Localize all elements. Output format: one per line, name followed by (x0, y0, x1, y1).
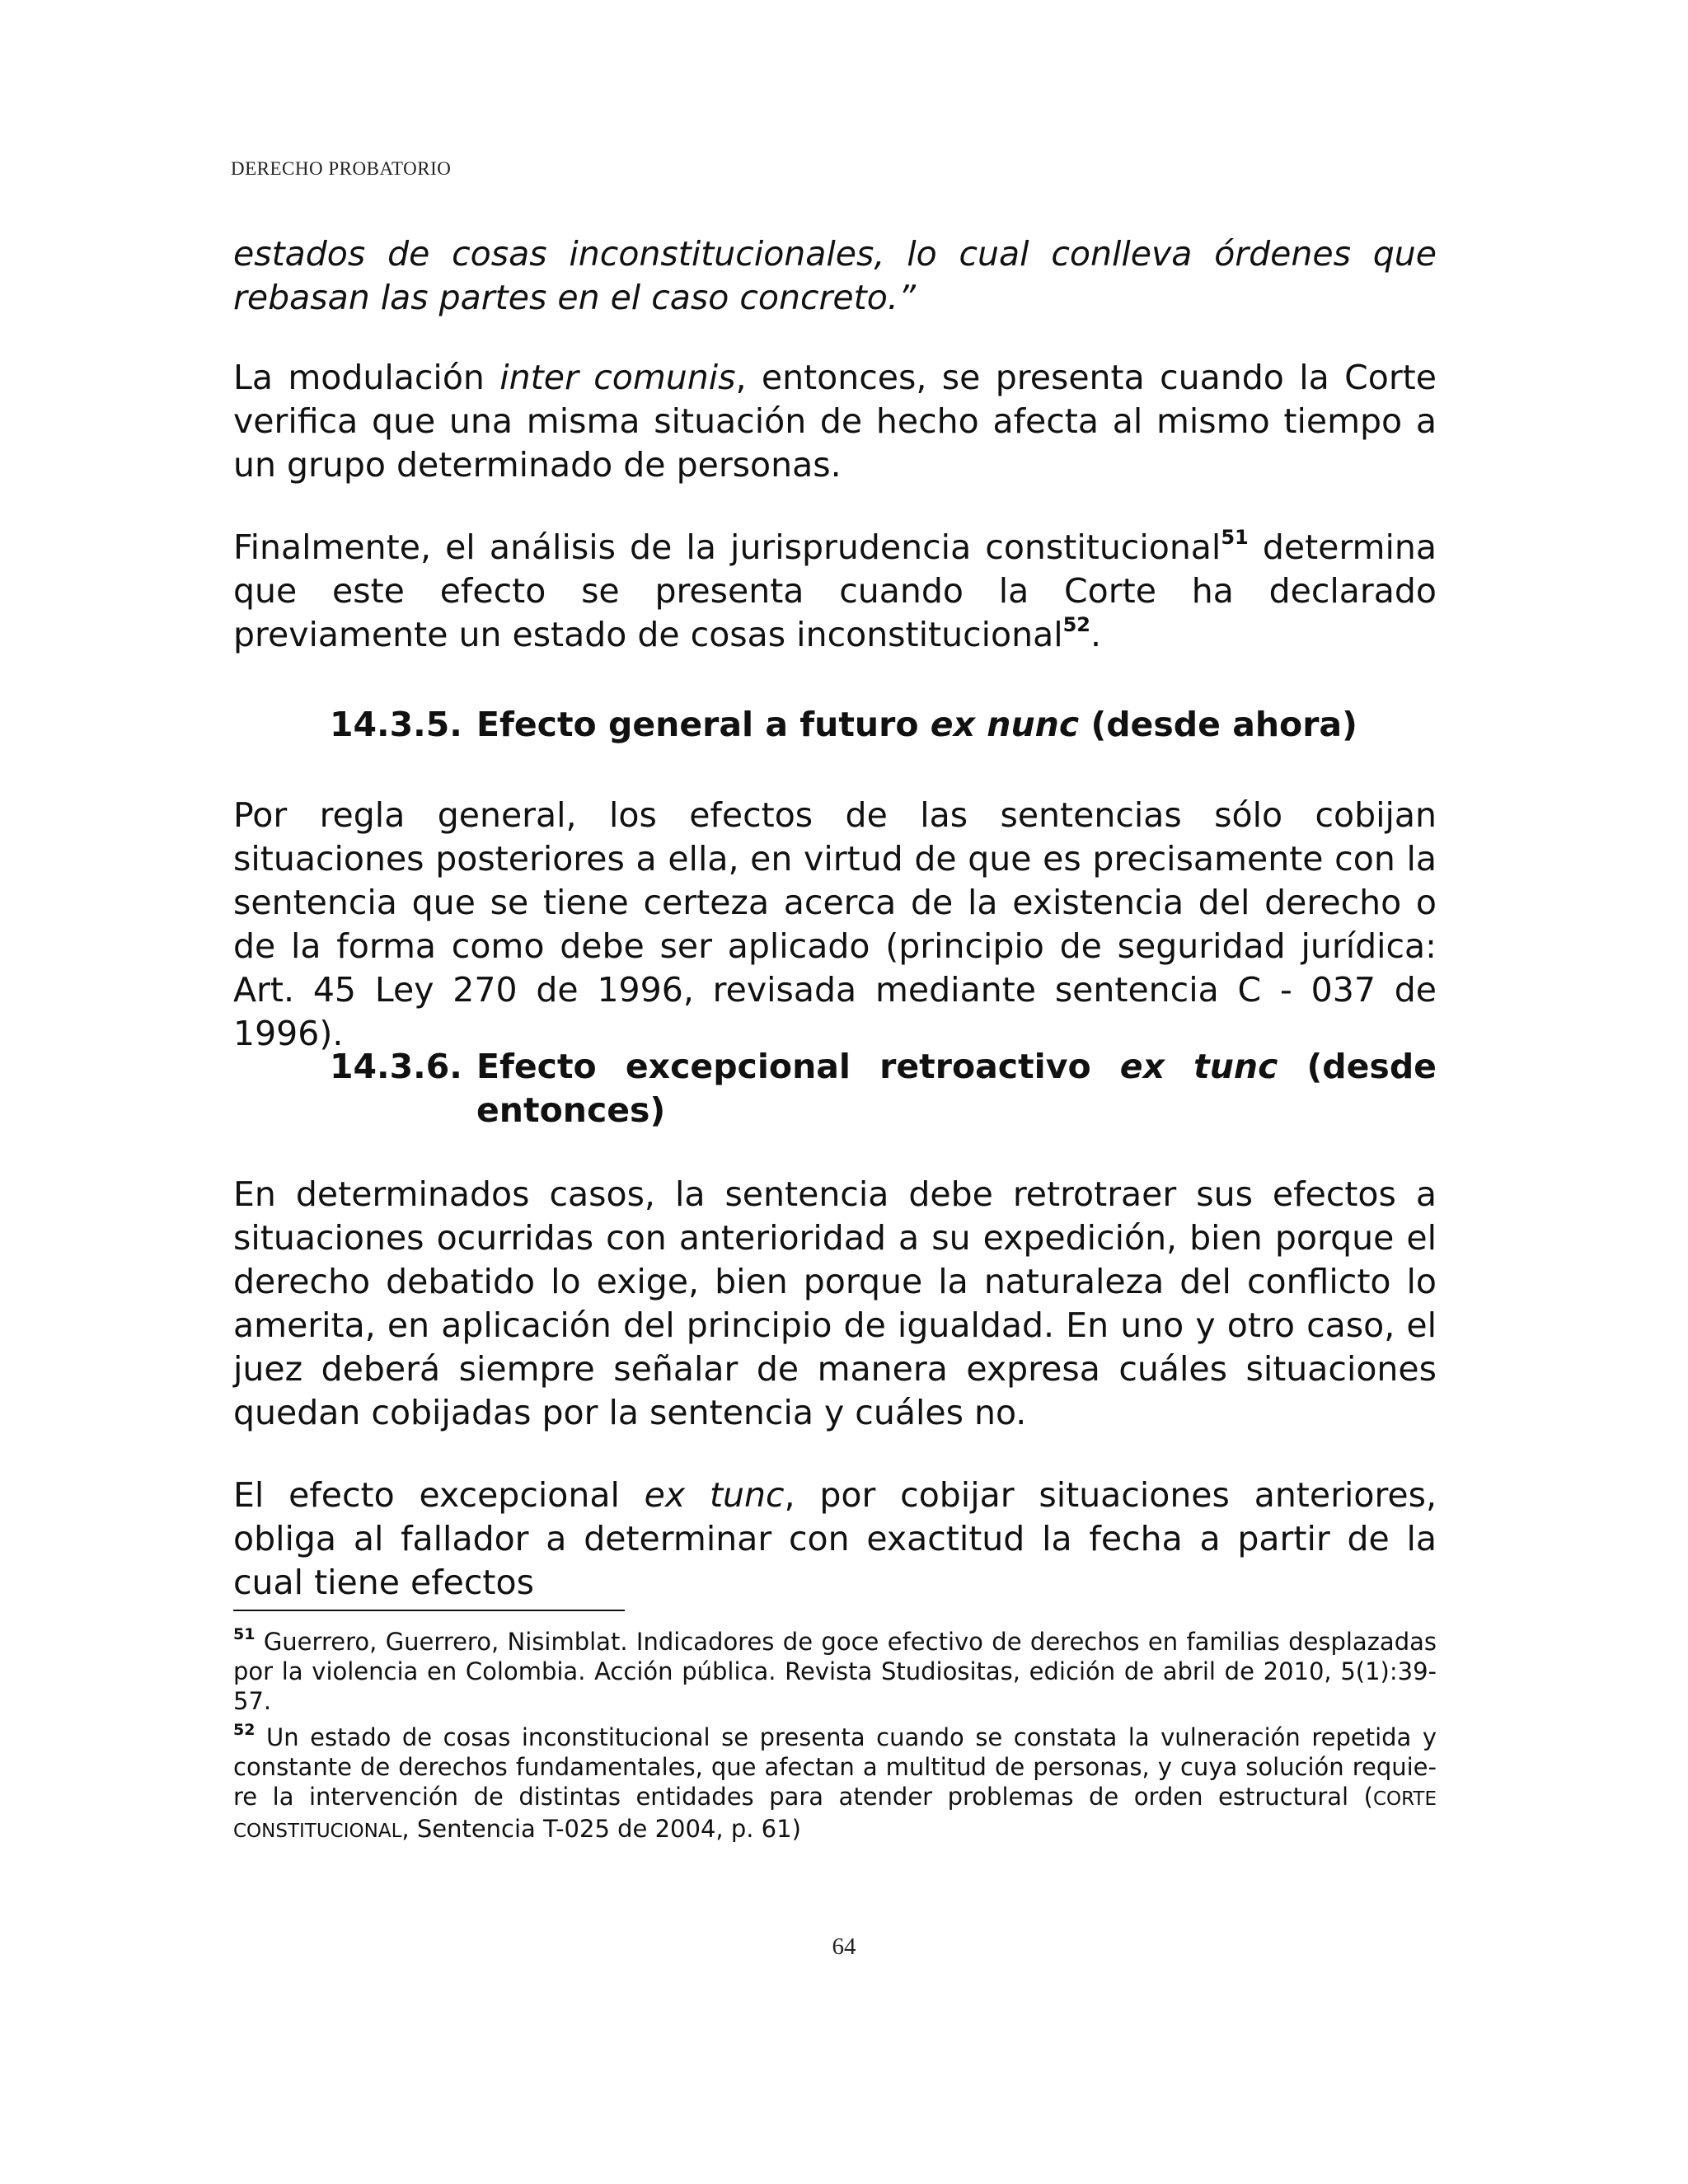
heading-text: (desde ahora) (1079, 705, 1357, 744)
latin-term: inter comunis (499, 358, 736, 397)
footnote-number: 51 (233, 1625, 256, 1643)
footnote-text: , Sentencia T-025 de 2004, p. 61) (401, 1815, 801, 1843)
footnote-text: Un estado de cosas inconstitucional se presenta cuando se constata la vulneración repetida y constante de derechos fundamentales, que afectan a multitud de personas, y cuya solución requiere la intervención de distintas entidades para atender problemas de orden estructural ( (233, 1723, 1437, 1811)
footnote-51 (233, 1627, 1437, 1716)
latin-term: ex nunc (930, 705, 1080, 744)
paragraph-text: El efecto excepcional (233, 1475, 645, 1515)
quote-continuation (233, 232, 1437, 320)
latin-term: ex tunc (644, 1475, 785, 1515)
heading-text: Efecto excepcional retroactivo (476, 1047, 1120, 1086)
footnote-reference-51[interactable]: 51 (1221, 526, 1249, 549)
footnote-52 (233, 1722, 1437, 1846)
paragraph-determinados-casos: En determinados casos, la sentencia debe retrotraer sus efectos a situaciones ocurridas con anterioridad a su expedición, bien porque el derecho debatido lo exige, bien porque la naturaleza del conflicto lo amerita, en aplicación del principio de igualdad. En uno y otro caso, el juez deberá siempre señalar de manera expresa cuáles situaciones quedan cobijadas por la sentencia y cuáles no. (233, 1174, 1437, 1432)
heading-text: (desde entonces) (476, 1047, 1437, 1130)
section-title (476, 703, 1437, 747)
court-name-smallcaps: CORTE CONSTITUCIONAL (233, 1788, 1437, 1842)
paragraph-finalmente (233, 526, 1437, 657)
paragraph-inter-comunis (233, 356, 1437, 487)
quote-text: estados de cosas inconstitucionales, lo cual conlleva órdenes que rebasan las partes en el caso concreto.” (233, 234, 1437, 317)
paragraph-text: , entonces, se presenta cuando la Corte verifica que una misma situación de hecho afecta al mismo tiempo a un grupo determinado de personas. (233, 358, 1437, 485)
footnote-number: 52 (233, 1721, 256, 1739)
paragraph-text: determina que este efecto se presenta cuando la Corte ha declarado previamente un estado de cosas inconstitucional (233, 527, 1437, 654)
paragraph-regla-general: Por regla general, los efectos de las sentencias sólo cobijan situaciones posteriores a ella, en virtud de que es precisamente con la sentencia que se tiene certeza acerca de la existencia del derecho o de la forma como debe ser aplicado (principio de seguridad jurídica: Art. 45 Ley 270 de 1996, revisada mediante sentencia C - 037 de 1996). (233, 795, 1437, 1053)
running-head: DERECHO PROBATORIO (231, 158, 452, 179)
paragraph-efecto-excepcional (233, 1474, 1437, 1605)
paragraph-text: Finalmente, el análisis de la jurisprudencia constitucional (233, 527, 1221, 567)
section-title (476, 1045, 1437, 1132)
heading-text: Efecto general a futuro (476, 705, 931, 744)
paragraph-text: . (1090, 615, 1102, 654)
latin-term: ex tunc (1119, 1047, 1278, 1086)
footnote-text: Guerrero, Guerrero, Nisimblat. Indicadores de goce efectivo de derechos en familias desplazadas por la violencia en Colombia. Acción pública. Revista Studiositas, edición de abril de 2010, 5(1):39-57. (233, 1628, 1437, 1715)
paragraph-text: , por cobijar situaciones anteriores, obliga al fallador a determinar con exactitud la fecha a partir de la cual tiene efectos (233, 1475, 1437, 1602)
section-number: 14.3.6. (330, 1047, 462, 1086)
footnote-separator (233, 1610, 625, 1611)
section-number: 14.3.5. (330, 705, 462, 744)
footnote-reference-52[interactable]: 52 (1062, 613, 1090, 636)
paragraph-text: La modulación (233, 358, 500, 397)
page-number: 64 (832, 1933, 856, 1960)
